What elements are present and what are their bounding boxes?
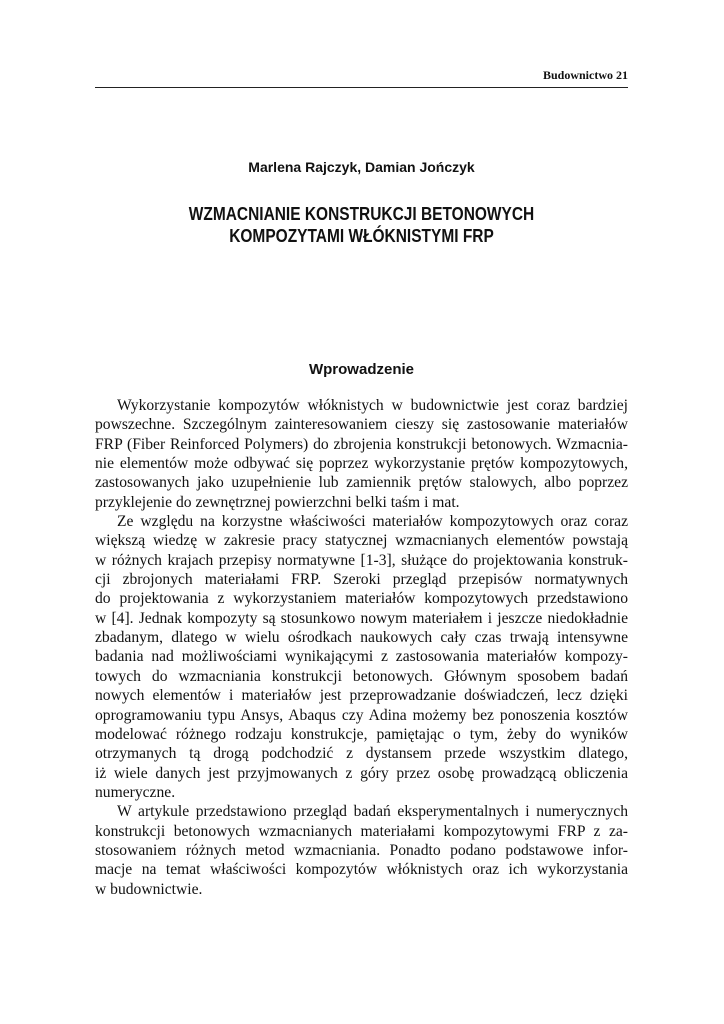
text-line: towych do wzmacniania konstrukcji betonowych. Głównym sposobem badań xyxy=(95,667,628,685)
text-line: do projektowania z wykorzystaniem materiałów kompozytowych przedstawiono xyxy=(95,590,628,608)
text-line: przyklejenie do zewnętrznej powierzchni belki taśm i mat. xyxy=(95,493,460,511)
title-line: KOMPOZYTAMI WŁÓKNISTYMI FRP xyxy=(229,226,494,246)
text-line: cji zbrojonych materiałami FRP. Szeroki przegląd przepisów normatywnych xyxy=(95,571,628,589)
text-line: Wykorzystanie kompozytów włóknistych w budownictwie jest coraz bardziej xyxy=(117,397,628,414)
text-line: w różnych krajach przepisy normatywne [1-3], służące do projektowania konstruk- xyxy=(95,551,628,569)
text-line: modelować różnego rodzaju konstrukcje, pamiętając o tym, żeby do wyników xyxy=(95,725,628,743)
article-title xyxy=(132,203,590,247)
title-line: WZMACNIANIE KONSTRUKCJI BETONOWYCH xyxy=(188,204,535,224)
text-line: macje na temat właściwości kompozytów włóknistych oraz ich wykorzystania xyxy=(95,861,628,879)
body-text xyxy=(95,396,628,899)
running-header xyxy=(95,66,628,88)
text-line: iż wiele danych jest przyjmowanych z góry przez osobę prowadzącą obliczenia xyxy=(95,764,628,782)
paragraph xyxy=(95,802,628,899)
text-line: konstrukcji betonowych wzmacnianych materiałami kompozytowymi FRP z za- xyxy=(95,822,628,840)
paragraph xyxy=(95,396,628,512)
text-line: numeryczne. xyxy=(95,783,176,801)
text-line: oprogramowaniu typu Ansys, Abaqus czy Adina możemy bez ponoszenia kosztów xyxy=(95,706,628,724)
text-line: FRP (Fiber Reinforced Polymers) do zbrojenia konstrukcji betonowych. Wzmacnia- xyxy=(95,435,628,453)
text-line: zastosowanych jako uzupełnienie lub zamiennik prętów stalowych, albo poprzez xyxy=(95,474,628,492)
text-line: stosowaniem różnych metod wzmacniania. Ponadto podano podstawowe infor- xyxy=(95,841,628,859)
text-line: w budownictwie. xyxy=(95,880,203,898)
text-line: w [4]. Jednak kompozyty są stosunkowo nowym materiałem i jeszcze niedokładnie xyxy=(95,609,628,627)
text-line: zbadanym, dlatego w wielu ośrodkach naukowych cały czas trwają intensywne xyxy=(95,629,628,647)
text-line: nie elementów może odbywać się poprzez wykorzystanie prętów kompozytowych, xyxy=(95,455,628,473)
text-line: badania nad możliwościami wynikającymi z zastosowania materiałów kompozy- xyxy=(95,648,628,666)
text-line: nowych elementów i materiałów jest przeprowadzanie doświadczeń, lecz dzięki xyxy=(95,687,628,705)
paragraph xyxy=(95,512,628,802)
journal-name: Budownictwo 21 xyxy=(542,68,628,82)
text-line: Ze względu na korzystne właściwości materiałów kompozytowych oraz coraz xyxy=(117,513,628,531)
authors: Marlena Rajczyk, Damian Jończyk xyxy=(248,159,475,175)
text-line: otrzymanych tą drogą podchodzić z dystansem przede wszystkim dlatego, xyxy=(95,745,628,763)
text-line: większą wiedzę w zakresie pracy statycznej wzmacnianych elementów powstają xyxy=(95,532,628,550)
text-line: W artykule przedstawiono przegląd badań eksperymentalnych i numerycznych xyxy=(117,803,628,821)
text-line: powszechne. Szczególnym zainteresowaniem cieszy się zastosowanie materiałów xyxy=(95,416,628,434)
section-heading: Wprowadzenie xyxy=(308,361,414,378)
